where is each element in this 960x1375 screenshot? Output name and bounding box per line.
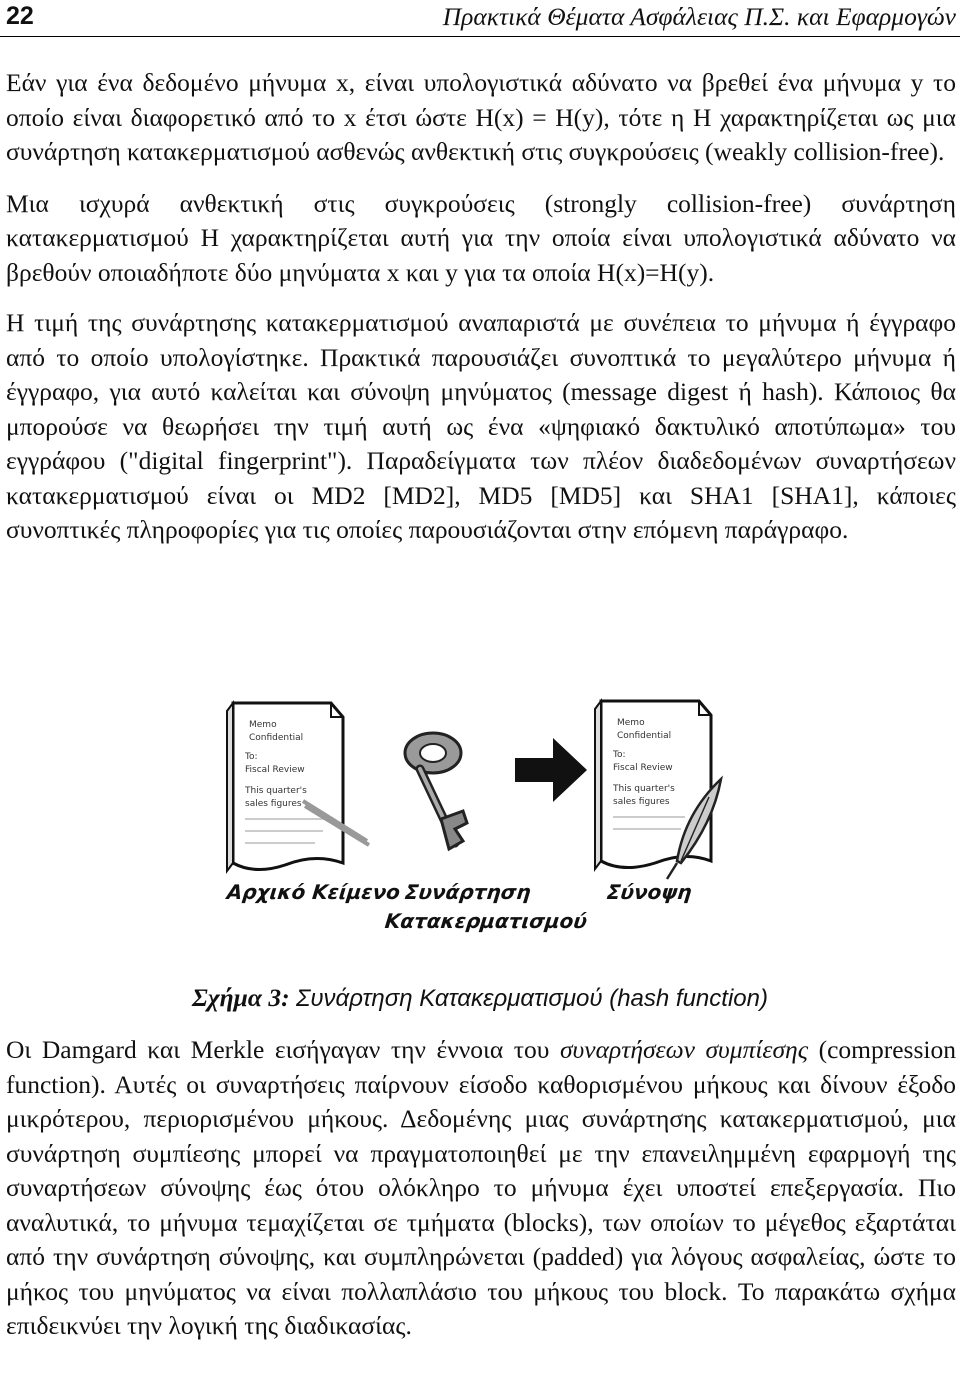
doc-right-line-1: Memo xyxy=(617,718,645,728)
doc-left-line-1: Memo xyxy=(249,720,277,730)
figure-drawing xyxy=(215,693,740,945)
doc-left-line-2: Confidential xyxy=(249,733,304,743)
paragraph-hash-value: Η τιμή της συνάρτησης κατακερματισμού αναπαριστά με συνέπεια το μήνυμα ή έγγραφο από το οποίο υπολογίστηκε. Πρακτικά παρουσιάζει συνοπτικά το μεγαλύτερο μήνυμα ή έγγραφο, για αυτό καλείται και σύνοψη μηνύματος (message digest ή hash). Κάποιος θα μπορούσε να θεωρήσει την τιμή αυτή ως ένα «ψηφιακό δακτυλικό αποτύπωμα» του εγγράφου ("digital fingerprint"). Παραδείγματα των πλέον διαδεδομένων συναρτήσεων κατακερματισμού είναι οι MD2 [MD2], MD5 [MD5] και SHA1 [SHA1], κάποιες συνοπτικές πληροφορίες για τις οποίες παρουσιάζονται στην επόμενη παράγραφο. xyxy=(6,308,956,544)
figure-label-digest: Σύνοψη xyxy=(605,880,693,904)
paragraph-weak-collision: Εάν για ένα δεδομένο μήνυμα x, είναι υπολογιστικά αδύνατο να βρεθεί ένα μήνυμα y το οποίο είναι διαφορετικό από το x έτσι ώστε H(x) = H(y), τότε η H χαρακτηρίζεται ως μια συνάρτηση κατακερματισμού ασθενώς ανθεκτική στις συγκρούσεις (weakly collision-free). xyxy=(6,68,956,166)
figure-label-original-text: Αρχικό Κείμενο xyxy=(225,880,402,904)
figure-label-hash-line2: Κατακερματισμού xyxy=(383,909,589,933)
figure-caption xyxy=(0,983,960,1013)
doc-left-line-5: This quarter's xyxy=(245,786,307,796)
doc-right-line-3: To: xyxy=(613,750,626,760)
compression-intro-text: Οι Damgard και Merkle εισήγαγαν την έννοια του xyxy=(6,1035,560,1064)
arrow-icon xyxy=(515,738,587,802)
doc-right-line-5: This quarter's xyxy=(613,784,675,794)
page-number: 22 xyxy=(6,2,34,30)
figure-label-hash-line1: Συνάρτηση xyxy=(403,880,532,904)
doc-right-line-2: Confidential xyxy=(617,731,672,741)
running-title: Πρακτικά Θέματα Ασφάλειας Π.Σ. και Εφαρμογών xyxy=(442,2,956,31)
doc-right-line-4: Fiscal Review xyxy=(613,763,673,773)
hash-function-figure xyxy=(215,693,740,945)
doc-left-line-4: Fiscal Review xyxy=(245,765,305,775)
doc-left-line-6: sales figures xyxy=(245,799,302,809)
doc-right-line-6: sales figures xyxy=(613,797,670,807)
text-block-upper xyxy=(6,66,956,548)
compression-body-text: (compression function). Αυτές οι συναρτήσεις παίρνουν είσοδο καθορισμένου μήκους και δίνουν έξοδο μικρότερου, περιορισμένου μήκους. Δεδομένης μιας συνάρτησης κατακερματισμού, μια συνάρτηση συμπίεσης μπορεί να πραγματοποιηθεί με την επανειλημμένη εφαρμογή της συναρτήσεων σύνοψης έως ότου ολόκληρο το μήνυμα έχει υποστεί επεξεργασία. Πιο αναλυτικά, το μήνυμα τεμαχίζεται σε τμήματα (blocks), των οποίων το μέγεθος εξαρτάται από την συνάρτηση σύνοψης, και συμπληρώνεται (padded) για λόγους ασφαλείας, ώστε το μήκος του μηνύματος να είναι πολλαπλάσιο του μήκους του block. Το παρακάτω σχήμα επιδεικνύει την λογική της διαδικασίας. xyxy=(6,1035,956,1340)
page-header xyxy=(0,0,960,37)
figure-title: Συνάρτηση Κατακερματισμού (hash function) xyxy=(295,985,768,1012)
compression-term: συναρτήσεων συμπίεσης xyxy=(559,1035,809,1064)
doc-left-line-3: To: xyxy=(245,752,258,762)
text-block-lower xyxy=(6,1033,956,1344)
paragraph-compression-function xyxy=(6,1033,956,1344)
figure-number: Σχήμα 3: xyxy=(192,983,290,1012)
paragraph-strong-collision: Μια ισχυρά ανθεκτική στις συγκρούσεις (strongly collision-free) συνάρτηση κατακερματισμού H χαρακτηρίζεται αυτή για την οποία είναι υπολογιστικά αδύνατο να βρεθούν οποιαδήποτε δύο μηνύματα x και y για τα οποία H(x)=H(y). xyxy=(6,188,956,287)
